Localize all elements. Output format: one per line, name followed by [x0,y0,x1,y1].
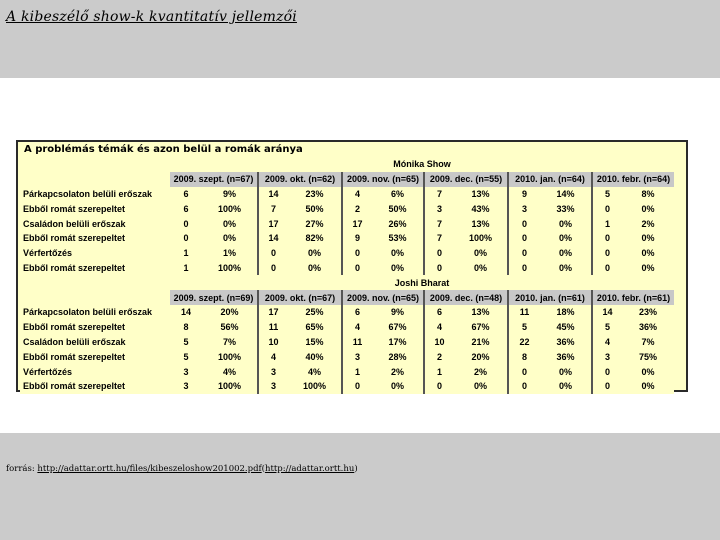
row-label: Ebből romát szerepeltet [20,261,170,276]
count-cell: 0 [424,246,454,261]
count-cell: 10 [258,335,288,350]
percent-cell: 0% [454,246,508,261]
percent-cell: 25% [288,305,342,320]
percent-cell: 9% [202,187,258,202]
blank-cell [20,290,170,305]
count-cell: 5 [170,335,202,350]
percent-cell: 0% [622,201,674,216]
percent-cell: 8% [622,187,674,202]
period-header: 2009. okt. (n=67) [258,290,342,305]
count-cell: 14 [258,231,288,246]
row-label: Ebből romát szerepeltet [20,349,170,364]
count-cell: 0 [508,364,540,379]
period-header: 2009. nov. (n=65) [342,290,424,305]
statistics-table-image [16,140,688,392]
title-band [0,0,720,78]
percent-cell: 13% [454,305,508,320]
table-row [20,320,674,335]
count-cell: 1 [170,261,202,276]
count-cell: 1 [424,364,454,379]
percent-cell: 43% [454,201,508,216]
source-link-pdf[interactable]: http://adattar.ortt.hu/files/kibeszeloshow201002.pdf [37,464,262,474]
count-cell: 3 [170,379,202,394]
percent-cell: 9% [372,305,424,320]
count-cell: 11 [342,335,372,350]
percent-cell: 36% [540,335,592,350]
period-header: 2009. dec. (n=55) [424,172,508,187]
count-cell: 5 [592,320,622,335]
table-row [20,201,674,216]
percent-cell: 36% [622,320,674,335]
count-cell: 22 [508,335,540,350]
count-cell: 9 [508,187,540,202]
percent-cell: 0% [540,364,592,379]
count-cell: 3 [258,364,288,379]
percent-cell: 100% [202,261,258,276]
count-cell: 7 [424,216,454,231]
show-name: Mónika Show [170,157,674,172]
count-cell: 0 [592,379,622,394]
percent-cell: 100% [202,379,258,394]
percent-cell: 0% [288,261,342,276]
table-row [20,335,674,350]
count-cell: 10 [424,335,454,350]
period-header: 2009. nov. (n=65) [342,172,424,187]
count-cell: 0 [592,231,622,246]
count-cell: 7 [424,231,454,246]
count-cell: 0 [508,379,540,394]
table-row [20,364,674,379]
count-cell: 0 [508,216,540,231]
count-cell: 17 [258,216,288,231]
percent-cell: 0% [454,261,508,276]
row-label: Párkapcsolaton belüli erőszak [20,305,170,320]
period-header-row [20,172,674,187]
percent-cell: 20% [202,305,258,320]
source-paren-close: ) [354,464,358,474]
count-cell: 11 [508,305,540,320]
percent-cell: 45% [540,320,592,335]
percent-cell: 7% [202,335,258,350]
percent-cell: 4% [288,364,342,379]
count-cell: 4 [342,187,372,202]
percent-cell: 13% [454,216,508,231]
period-header: 2009. okt. (n=62) [258,172,342,187]
slide-title: A kibeszélő show-k kvantitatív jellemzői [6,9,297,25]
percent-cell: 1% [202,246,258,261]
show-header-row [20,157,674,172]
period-header: 2009. szept. (n=67) [170,172,258,187]
percent-cell: 17% [372,335,424,350]
count-cell: 14 [592,305,622,320]
count-cell: 0 [508,261,540,276]
percent-cell: 2% [454,364,508,379]
percent-cell: 50% [288,201,342,216]
count-cell: 1 [170,246,202,261]
percent-cell: 0% [540,379,592,394]
count-cell: 0 [258,261,288,276]
blank-cell [20,275,170,290]
percent-cell: 15% [288,335,342,350]
percent-cell: 26% [372,216,424,231]
count-cell: 17 [258,305,288,320]
percent-cell: 82% [288,231,342,246]
count-cell: 6 [170,201,202,216]
source-note [6,464,358,474]
table-row [20,261,674,276]
count-cell: 3 [170,364,202,379]
row-label: Ebből romát szerepeltet [20,379,170,394]
row-label: Ebből romát szerepeltet [20,231,170,246]
count-cell: 4 [342,320,372,335]
count-cell: 3 [508,201,540,216]
percent-cell: 53% [372,231,424,246]
percent-cell: 40% [288,349,342,364]
count-cell: 0 [592,364,622,379]
row-label: Családon belüli erőszak [20,335,170,350]
count-cell: 0 [508,231,540,246]
percent-cell: 2% [622,216,674,231]
count-cell: 4 [424,320,454,335]
percent-cell: 14% [540,187,592,202]
count-cell: 7 [424,187,454,202]
count-cell: 3 [424,201,454,216]
row-label: Családon belüli erőszak [20,216,170,231]
count-cell: 9 [342,231,372,246]
count-cell: 6 [424,305,454,320]
show-name: Joshi Bharat [170,275,674,290]
percent-cell: 20% [454,349,508,364]
period-header: 2009. szept. (n=69) [170,290,258,305]
percent-cell: 100% [288,379,342,394]
percent-cell: 36% [540,349,592,364]
count-cell: 6 [342,305,372,320]
count-cell: 8 [508,349,540,364]
percent-cell: 0% [372,261,424,276]
percent-cell: 0% [454,379,508,394]
table-row [20,216,674,231]
count-cell: 1 [342,364,372,379]
row-label: Vérfertőzés [20,246,170,261]
percent-cell: 6% [372,187,424,202]
count-cell: 0 [508,246,540,261]
show-header-row [20,275,674,290]
count-cell: 14 [258,187,288,202]
count-cell: 0 [170,231,202,246]
count-cell: 5 [508,320,540,335]
percent-cell: 0% [622,364,674,379]
table-title: A problémás témák és azon belül a romák aránya [24,144,303,155]
percent-cell: 0% [372,246,424,261]
percent-cell: 33% [540,201,592,216]
percent-cell: 23% [288,187,342,202]
percent-cell: 0% [540,216,592,231]
percent-cell: 4% [202,364,258,379]
count-cell: 17 [342,216,372,231]
percent-cell: 23% [622,305,674,320]
count-cell: 0 [424,261,454,276]
percent-cell: 0% [288,246,342,261]
percent-cell: 100% [202,349,258,364]
statistics-table [20,157,674,394]
table-row [20,305,674,320]
percent-cell: 0% [622,261,674,276]
period-header: 2010. febr. (n=61) [592,290,674,305]
count-cell: 0 [258,246,288,261]
percent-cell: 0% [202,216,258,231]
percent-cell: 0% [540,231,592,246]
count-cell: 5 [170,349,202,364]
percent-cell: 67% [372,320,424,335]
percent-cell: 67% [454,320,508,335]
percent-cell: 100% [454,231,508,246]
percent-cell: 0% [202,231,258,246]
period-header: 2010. jan. (n=64) [508,172,592,187]
percent-cell: 65% [288,320,342,335]
table-row [20,231,674,246]
period-header: 2009. dec. (n=48) [424,290,508,305]
table-row [20,187,674,202]
count-cell: 3 [342,349,372,364]
percent-cell: 7% [622,335,674,350]
percent-cell: 28% [372,349,424,364]
count-cell: 0 [424,379,454,394]
count-cell: 11 [258,320,288,335]
count-cell: 0 [592,261,622,276]
count-cell: 0 [592,201,622,216]
percent-cell: 21% [454,335,508,350]
row-label: Ebből romát szerepeltet [20,201,170,216]
count-cell: 7 [258,201,288,216]
count-cell: 3 [592,349,622,364]
row-label: Vérfertőzés [20,364,170,379]
count-cell: 6 [170,187,202,202]
table-row [20,246,674,261]
count-cell: 3 [258,379,288,394]
footer-band [0,433,720,540]
period-header: 2010. jan. (n=61) [508,290,592,305]
percent-cell: 0% [540,246,592,261]
count-cell: 14 [170,305,202,320]
blank-cell [20,157,170,172]
count-cell: 2 [342,201,372,216]
count-cell: 0 [342,261,372,276]
table-row [20,349,674,364]
count-cell: 4 [592,335,622,350]
row-label: Ebből romát szerepeltet [20,320,170,335]
percent-cell: 50% [372,201,424,216]
count-cell: 0 [342,379,372,394]
count-cell: 1 [592,216,622,231]
source-link-site[interactable]: http://adattar.ortt.hu [265,464,355,474]
count-cell: 0 [592,246,622,261]
period-header-row [20,290,674,305]
percent-cell: 0% [540,261,592,276]
percent-cell: 0% [622,246,674,261]
row-label: Párkapcsolaton belüli erőszak [20,187,170,202]
count-cell: 0 [170,216,202,231]
percent-cell: 56% [202,320,258,335]
count-cell: 4 [258,349,288,364]
count-cell: 8 [170,320,202,335]
source-paren-open: ( [261,464,265,474]
percent-cell: 0% [622,379,674,394]
percent-cell: 2% [372,364,424,379]
blank-cell [20,172,170,187]
percent-cell: 0% [622,231,674,246]
period-header: 2010. febr. (n=64) [592,172,674,187]
percent-cell: 18% [540,305,592,320]
percent-cell: 0% [372,379,424,394]
percent-cell: 13% [454,187,508,202]
percent-cell: 27% [288,216,342,231]
percent-cell: 100% [202,201,258,216]
count-cell: 2 [424,349,454,364]
count-cell: 0 [342,246,372,261]
count-cell: 5 [592,187,622,202]
source-prefix: forrás: [6,464,38,474]
percent-cell: 75% [622,349,674,364]
table-row [20,379,674,394]
